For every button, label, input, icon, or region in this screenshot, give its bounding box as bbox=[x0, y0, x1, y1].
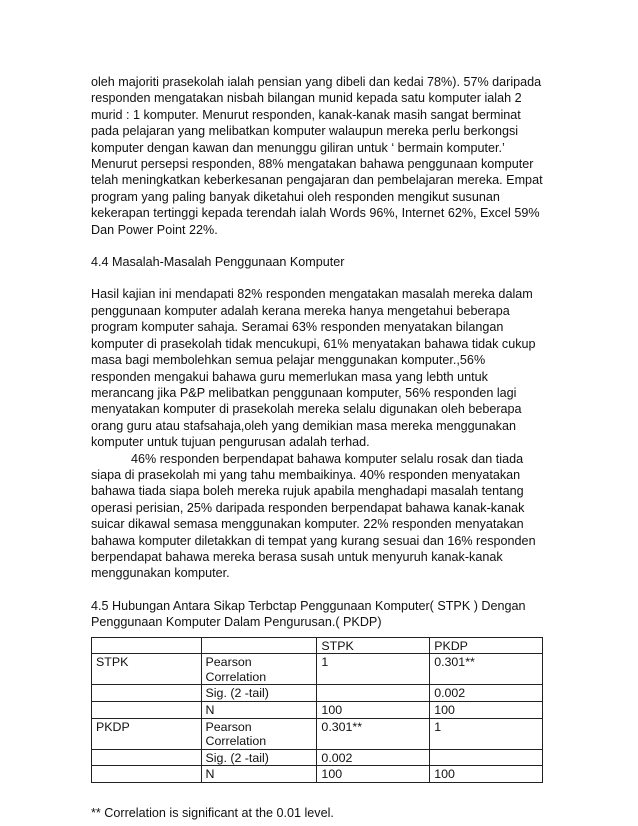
heading-text: Penggunaan Komputer Dalam Pengurusan.( PKDP) bbox=[91, 615, 382, 630]
table-cell: STPK bbox=[317, 637, 430, 654]
table-cell: 1 bbox=[317, 654, 430, 685]
text-line: menggunakan komputer. bbox=[91, 566, 230, 581]
text-line: bahawa tiada siapa boleh mereka rujuk apabila menghadapi masalah tentang bbox=[91, 484, 524, 499]
table-cell bbox=[92, 637, 202, 654]
text-line: masa bagi membolehkan semua pelajar menggunakan komputer.,56% bbox=[91, 353, 486, 368]
table-cell: Pearson Correlation bbox=[201, 718, 317, 749]
text-line: telah meningkatkan keberkesanan pengajaran dan pembelajaran mereka. Empat bbox=[91, 173, 543, 188]
text-line: menyatakan komputer di prasekolah mereka selalu digunakan oleh beberapa bbox=[91, 402, 522, 417]
text-line: Dan Power Point 22%. bbox=[91, 222, 218, 237]
text-line: komputer untuk tujuan pengurusan adalah terhad. bbox=[91, 435, 370, 450]
heading-text: 4.5 Hubungan Antara Sikap Terbctap Penggunaan Komputer( STPK ) Dengan bbox=[91, 598, 526, 613]
table-footnote: ** Correlation is significant at the 0.01 level. bbox=[91, 805, 334, 820]
text-line: responden mengatakan nisbah bilangan munid kepada satu komputer ialah 2 bbox=[91, 91, 522, 106]
text-line: 46% responden berpendapat bahawa komputer selalu rosak dan tiada bbox=[131, 451, 524, 466]
text-line: penggunaan komputer adalah kerana mereka hanya mengetahui beberapa bbox=[91, 303, 510, 318]
text-line: pada pelajaran yang melibatkan komputer walaupun mereka perlu berkongsi bbox=[91, 124, 519, 139]
table-cell: N bbox=[201, 766, 317, 783]
table-cell bbox=[317, 685, 430, 702]
text-line: komputer dengan kawan dan menunggu giliran untuk ‘ bermain komputer.’ bbox=[91, 140, 505, 155]
text-line: siapa di prasekolah mi yang tahu membaikinya. 40% responden menyatakan bbox=[91, 467, 521, 482]
document-page bbox=[91, 74, 543, 821]
text-line: orang guru atau stafsahaja,oleh yang demikian masa mereka menggunakan bbox=[91, 418, 516, 433]
correlation-table bbox=[91, 637, 543, 783]
table-row bbox=[92, 718, 543, 749]
text-line: operasi perisian, 25% daripada responden berpendapat bahawa kanak-kanak bbox=[91, 500, 525, 515]
table-cell bbox=[201, 637, 317, 654]
table-row bbox=[92, 654, 543, 685]
text-line: merancang jika P&P melibatkan penggunaan komputer, 56% responden lagi bbox=[91, 385, 517, 400]
table-cell bbox=[430, 749, 543, 766]
section-heading-4-4 bbox=[91, 254, 543, 270]
text-line: oleh majoriti prasekolah ialah pensian yang dibeli dan kedai 78%). 57% daripada bbox=[91, 75, 542, 89]
table-cell: 0.301** bbox=[430, 654, 543, 685]
text-line: murid : 1 komputer. Menurut responden, kanak-kanak masih sangat berminat bbox=[91, 107, 521, 122]
text-line: Hasil kajian ini mendapati 82% responden mengatakan masalah mereka dalam bbox=[91, 287, 533, 302]
heading-text: 4.4 Masalah-Masalah Penggunaan Komputer bbox=[91, 255, 345, 270]
table-cell bbox=[92, 749, 202, 766]
table-cell: 100 bbox=[317, 701, 430, 718]
text-line: komputer di prasekolah tidak mencukupi, 61% menyatakan bahawa tidak cukup bbox=[91, 336, 536, 351]
table-cell: 1 bbox=[430, 718, 543, 749]
table-row bbox=[92, 685, 543, 702]
table-cell: 100 bbox=[430, 701, 543, 718]
table-cell bbox=[92, 701, 202, 718]
table-cell: STPK bbox=[92, 654, 202, 685]
text-line: bahawa komputer diletakkan di tempat yang kurang sesuai dan 16% responden bbox=[91, 533, 536, 548]
table-cell: 0.301** bbox=[317, 718, 430, 749]
text-line: berpendapat bahawa mereka berasa susah untuk menyuruh kanak-kanak bbox=[91, 549, 503, 564]
table-cell: Sig. (2 -tail) bbox=[201, 749, 317, 766]
table-row bbox=[92, 766, 543, 783]
table-cell: N bbox=[201, 701, 317, 718]
table-header-row bbox=[92, 637, 543, 654]
table-row bbox=[92, 701, 543, 718]
table-row bbox=[92, 749, 543, 766]
table-cell bbox=[92, 685, 202, 702]
problems-paragraph bbox=[91, 286, 543, 581]
text-line: program komputer sahaja. Seramai 63% responden menyatakan bilangan bbox=[91, 320, 504, 335]
table-cell: 0.002 bbox=[317, 749, 430, 766]
table-cell: 100 bbox=[317, 766, 430, 783]
table-cell bbox=[92, 766, 202, 783]
text-line: suicar dikawal semasa menggunakan komputer. 22% responden menyatakan bbox=[91, 517, 524, 532]
intro-paragraph bbox=[91, 74, 543, 238]
section-heading-4-5 bbox=[91, 598, 543, 631]
table-cell: Pearson Correlation bbox=[201, 654, 317, 685]
text-line: kekerapan tertinggi kepada terendah ialah Words 96%, Internet 62%, Excel 59% bbox=[91, 206, 540, 221]
text-line: Menurut persepsi responden, 88% mengatakan bahawa penggunaan komputer bbox=[91, 157, 534, 172]
table-cell: PKDP bbox=[430, 637, 543, 654]
text-line: program yang paling banyak diketahui oleh responden mengikut susunan bbox=[91, 189, 500, 204]
table-cell: PKDP bbox=[92, 718, 202, 749]
table-cell: 0.002 bbox=[430, 685, 543, 702]
text-line: responden mengakui bahawa guru memerlukan masa yang lebth untuk bbox=[91, 369, 488, 384]
table-cell: Sig. (2 -tail) bbox=[201, 685, 317, 702]
table-cell: 100 bbox=[430, 766, 543, 783]
